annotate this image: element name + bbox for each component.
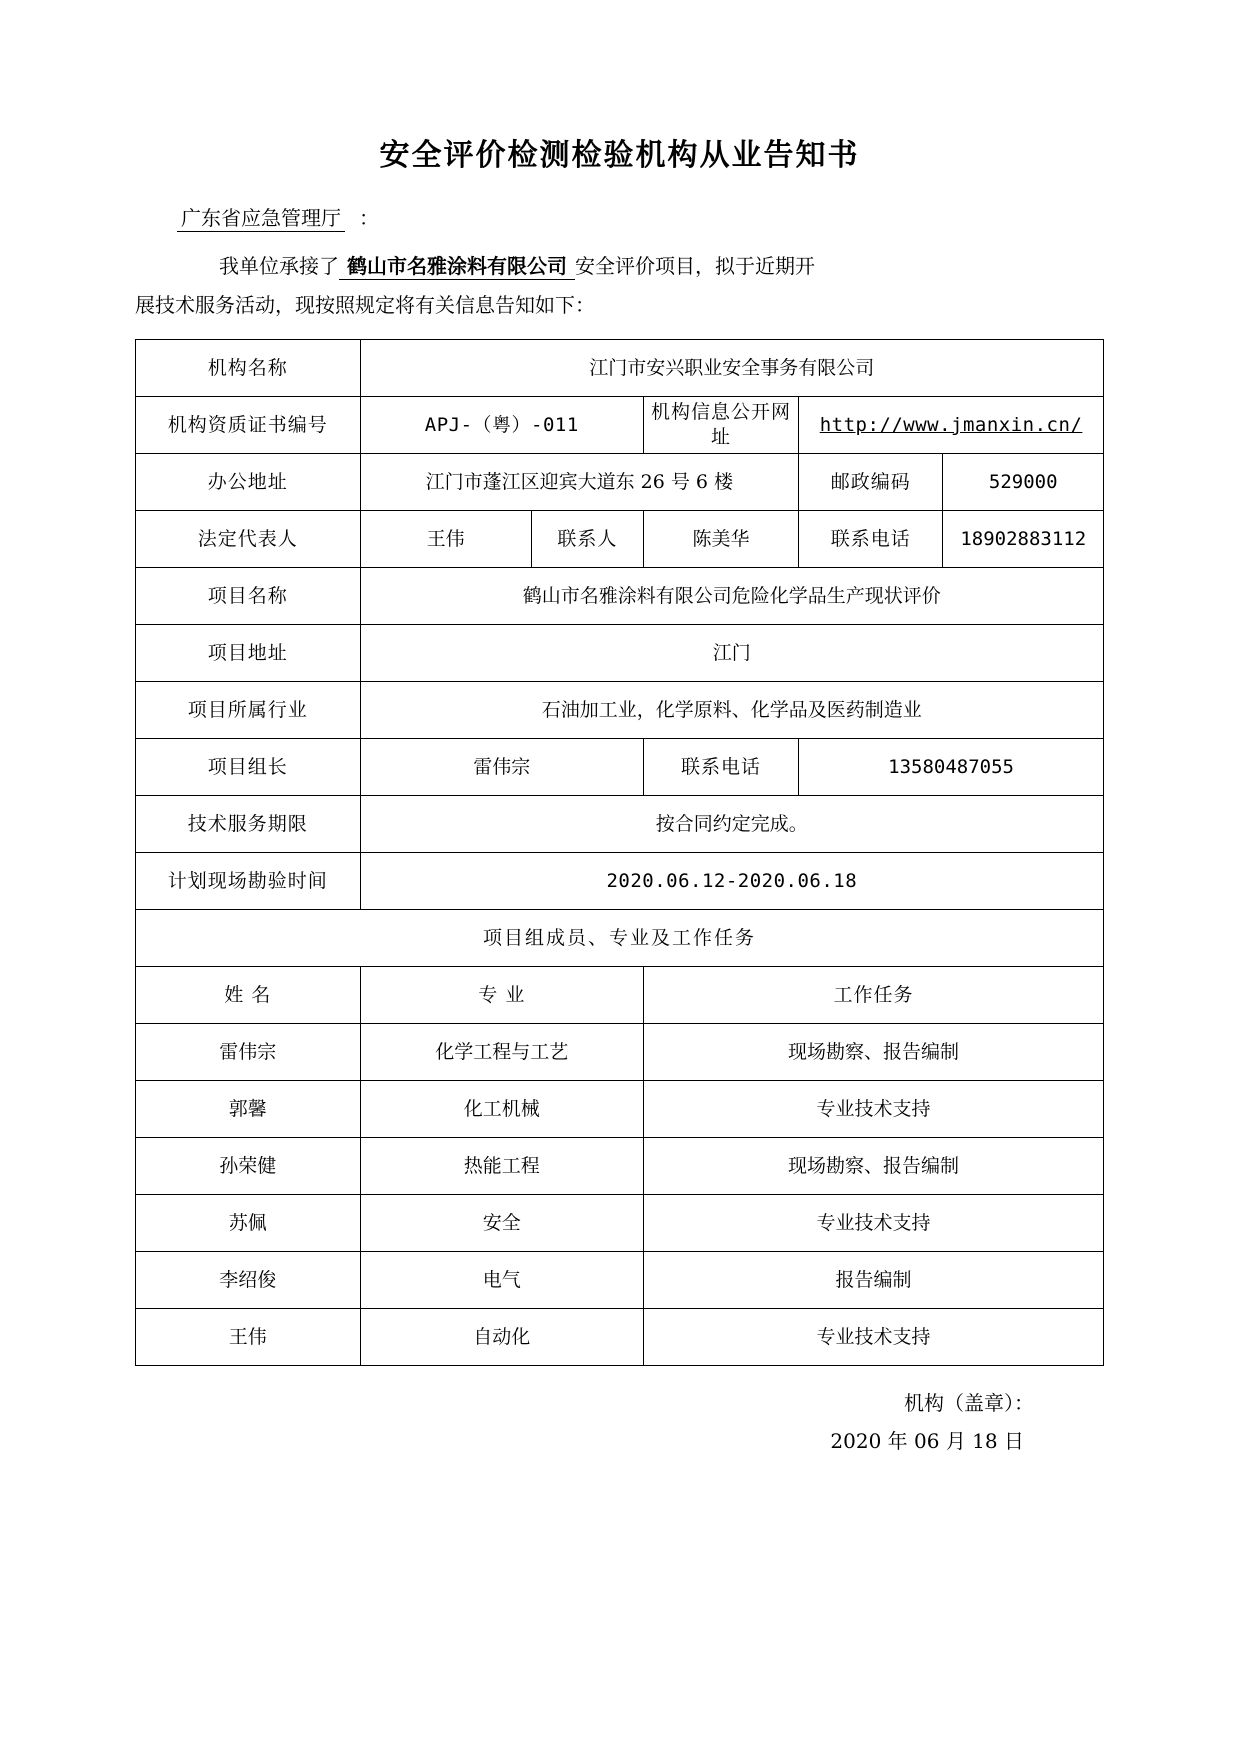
table-row bbox=[136, 1024, 1104, 1081]
member-name: 王伟 bbox=[136, 1309, 361, 1366]
intro-paragraph-line-1 bbox=[135, 247, 1104, 286]
table-row bbox=[136, 340, 1104, 397]
table-row bbox=[136, 1138, 1104, 1195]
table-header-row bbox=[136, 967, 1104, 1024]
table-row bbox=[136, 625, 1104, 682]
member-major: 安全 bbox=[360, 1195, 643, 1252]
table-row bbox=[136, 1195, 1104, 1252]
table-row bbox=[136, 1252, 1104, 1309]
members-section-title: 项目组成员、专业及工作任务 bbox=[136, 910, 1104, 967]
member-task: 专业技术支持 bbox=[644, 1195, 1104, 1252]
member-name: 苏佩 bbox=[136, 1195, 361, 1252]
table-row bbox=[136, 796, 1104, 853]
member-major: 化学工程与工艺 bbox=[360, 1024, 643, 1081]
date-line: 2020 年 06 月 18 日 bbox=[830, 1429, 1024, 1453]
member-major: 自动化 bbox=[360, 1309, 643, 1366]
org-name-label: 机构名称 bbox=[136, 340, 361, 397]
intro-text-pre: 我单位承接了 bbox=[219, 254, 339, 278]
page-title: 安全评价检测检验机构从业告知书 bbox=[379, 138, 860, 173]
project-name-value: 鹤山市名雅涂料有限公司危险化学品生产现状评价 bbox=[360, 568, 1103, 625]
member-major: 化工机械 bbox=[360, 1081, 643, 1138]
member-name: 雷伟宗 bbox=[136, 1024, 361, 1081]
info-url-label: 机构信息公开网址 bbox=[644, 397, 799, 454]
member-task: 现场勘察、报告编制 bbox=[644, 1138, 1104, 1195]
table-row bbox=[136, 682, 1104, 739]
member-name: 郭馨 bbox=[136, 1081, 361, 1138]
cert-no-value: APJ-（粤）-011 bbox=[360, 397, 643, 454]
service-period-value: 按合同约定完成。 bbox=[360, 796, 1103, 853]
member-name: 李绍俊 bbox=[136, 1252, 361, 1309]
project-address-value: 江门 bbox=[360, 625, 1103, 682]
member-task: 报告编制 bbox=[644, 1252, 1104, 1309]
legal-rep-value: 王伟 bbox=[360, 511, 531, 568]
project-address-label: 项目地址 bbox=[136, 625, 361, 682]
industry-label: 项目所属行业 bbox=[136, 682, 361, 739]
postcode-value: 529000 bbox=[943, 454, 1104, 511]
member-task-header: 工作任务 bbox=[644, 967, 1104, 1024]
client-company-fill: 鹤山市名雅涂料有限公司 bbox=[339, 254, 575, 280]
industry-value: 石油加工业，化学原料、化学品及医药制造业 bbox=[360, 682, 1103, 739]
phone-label: 联系电话 bbox=[799, 511, 943, 568]
intro-text-post: 安全评价项目，拟于近期开 bbox=[575, 254, 815, 278]
service-period-label: 技术服务期限 bbox=[136, 796, 361, 853]
addressee-name: 广东省应急管理厅 bbox=[177, 206, 345, 232]
info-url-value[interactable]: http://www.jmanxin.cn/ bbox=[799, 397, 1104, 454]
table-row bbox=[136, 454, 1104, 511]
contact-label: 联系人 bbox=[531, 511, 643, 568]
postcode-label: 邮政编码 bbox=[799, 454, 943, 511]
table-row bbox=[136, 910, 1104, 967]
addressee-line bbox=[135, 202, 1104, 231]
leader-phone-label: 联系电话 bbox=[644, 739, 799, 796]
leader-label: 项目组长 bbox=[136, 739, 361, 796]
addressee-colon: ： bbox=[359, 206, 379, 230]
member-task: 现场勘察、报告编制 bbox=[644, 1024, 1104, 1081]
intro-paragraph-line-2: 展技术服务活动，现按照规定将有关信息告知如下： bbox=[135, 293, 595, 317]
seal-line: 机构（盖章）： bbox=[904, 1391, 1034, 1415]
phone-value: 18902883112 bbox=[943, 511, 1104, 568]
contact-value: 陈美华 bbox=[644, 511, 799, 568]
member-major: 热能工程 bbox=[360, 1138, 643, 1195]
survey-time-label: 计划现场勘验时间 bbox=[136, 853, 361, 910]
member-major: 电气 bbox=[360, 1252, 643, 1309]
member-name: 孙荣健 bbox=[136, 1138, 361, 1195]
table-row bbox=[136, 568, 1104, 625]
leader-value: 雷伟宗 bbox=[360, 739, 643, 796]
table-row bbox=[136, 1309, 1104, 1366]
signature-block bbox=[135, 1384, 1104, 1460]
office-address-label: 办公地址 bbox=[136, 454, 361, 511]
legal-rep-label: 法定代表人 bbox=[136, 511, 361, 568]
org-name-value: 江门市安兴职业安全事务有限公司 bbox=[360, 340, 1103, 397]
project-name-label: 项目名称 bbox=[136, 568, 361, 625]
info-table bbox=[135, 339, 1104, 1366]
cert-no-label: 机构资质证书编号 bbox=[136, 397, 361, 454]
table-row bbox=[136, 397, 1104, 454]
office-address-value: 江门市蓬江区迎宾大道东 26 号 6 楼 bbox=[360, 454, 799, 511]
table-row bbox=[136, 739, 1104, 796]
member-name-header: 姓 名 bbox=[136, 967, 361, 1024]
table-row bbox=[136, 511, 1104, 568]
member-task: 专业技术支持 bbox=[644, 1081, 1104, 1138]
member-major-header: 专 业 bbox=[360, 967, 643, 1024]
table-row bbox=[136, 853, 1104, 910]
survey-time-value: 2020.06.12-2020.06.18 bbox=[360, 853, 1103, 910]
table-row bbox=[136, 1081, 1104, 1138]
leader-phone-value: 13580487055 bbox=[799, 739, 1104, 796]
member-task: 专业技术支持 bbox=[644, 1309, 1104, 1366]
